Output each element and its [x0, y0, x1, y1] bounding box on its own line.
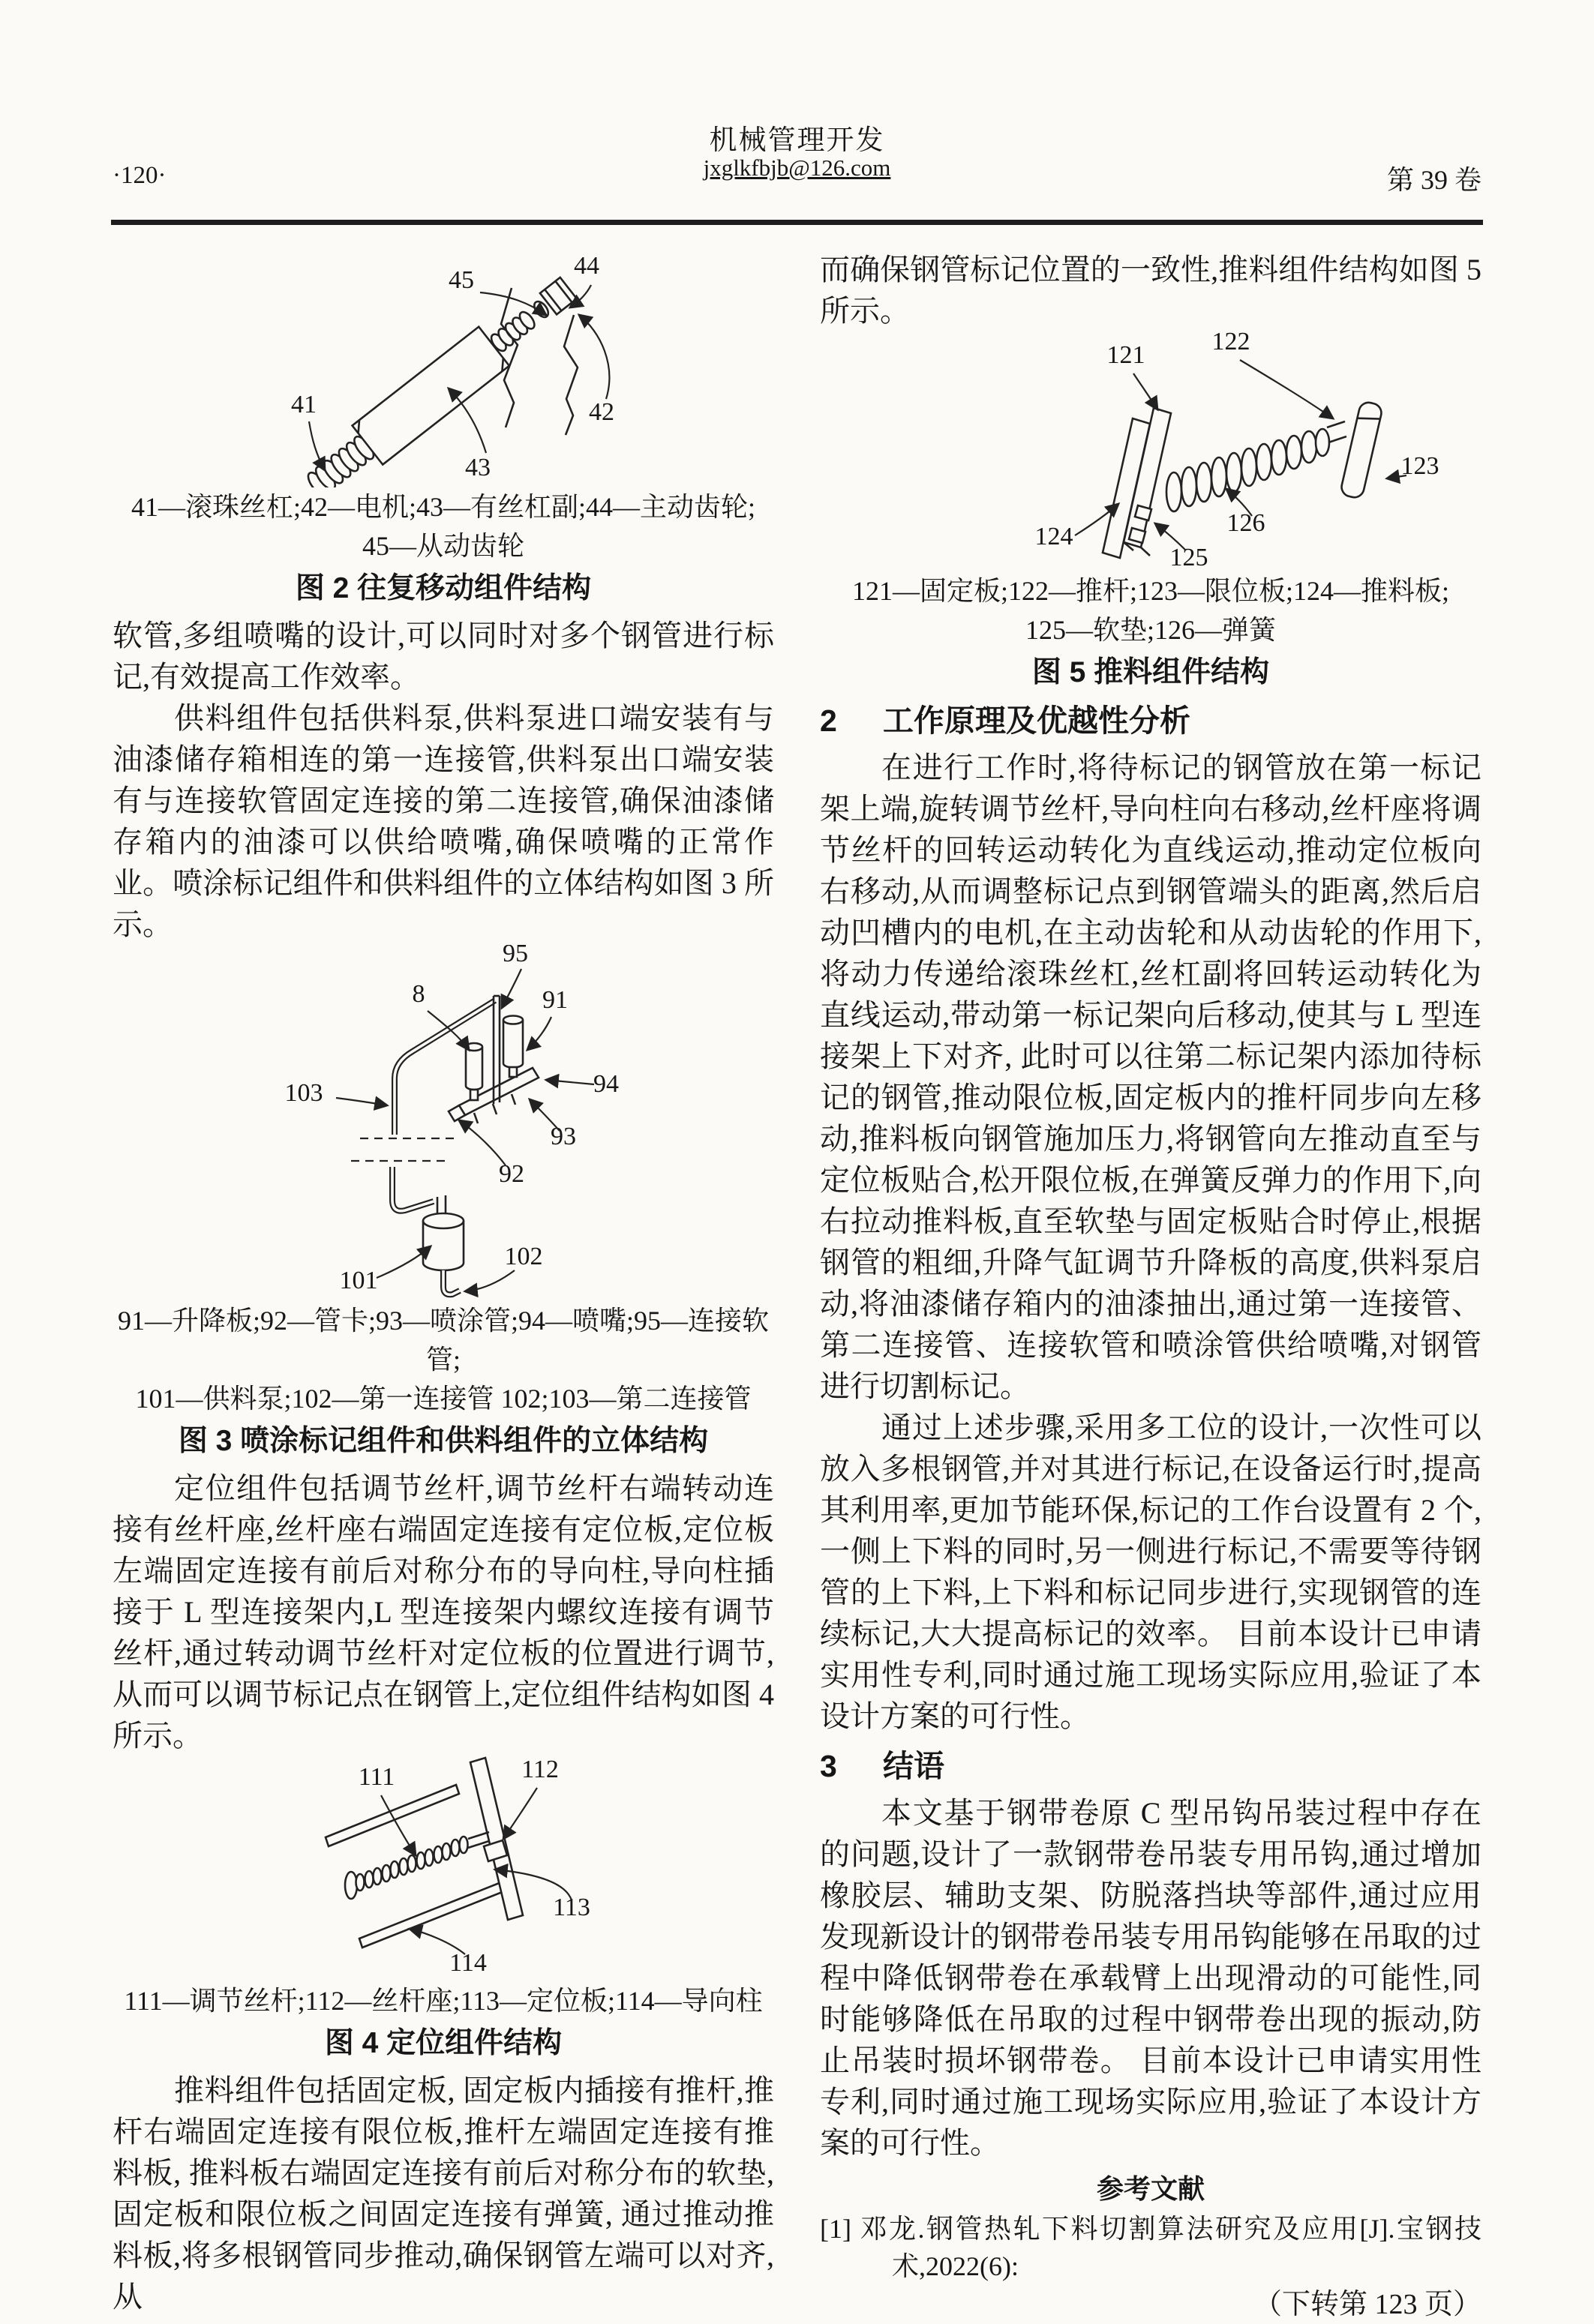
fig4-label-111: 111	[358, 1763, 395, 1791]
fig2-caption-line1: 41—滚珠丝杠;42—电机;43—有丝杠副;44—主动齿轮;	[131, 492, 755, 522]
paragraph-steps: 通过上述步骤,采用多工位的设计,一次性可以放入多根钢管,并对其进行标记,在设备运行时,提高其利用率,更加节能环保,标记的工作台设置有 2 个,一侧上下料的同时,另一侧进行标记,不需要等待钢管的上下料,上下料和标记同步进行,实现钢管的连续标记,大大提高标记的效率。 目前本设计已申请实用性专利,同时通过施工现场实际应用,验证了本设计方案的可行性。	[820, 1411, 1481, 1733]
figure-5-drawing	[820, 331, 1481, 571]
section-2-number: 2	[820, 703, 837, 738]
fig2-label-42: 42	[589, 398, 614, 426]
fig5-label-122: 122	[1211, 331, 1250, 355]
fig3-title: 图 3 喷涂标记组件和供料组件的立体结构	[178, 1425, 709, 1457]
section-3-title: 结语	[883, 1749, 944, 1783]
fig3-label-93: 93	[551, 1123, 576, 1150]
paragraph-supply: 供料组件包括供料泵,供料泵进口端安装有与油漆储存箱相连的第一连接管,供料泵出口端安装有与连接软管固定连接的第二连接管,确保油漆储存箱内的油漆可以供给喷嘴,确保喷嘴的正常作业。喷涂标记组件和供料组件的立体结构如图 3 所示。	[113, 701, 774, 941]
fig3-label-95: 95	[503, 945, 528, 967]
fig4-label-114: 114	[449, 1949, 487, 1977]
fig3-label-102: 102	[504, 1243, 543, 1270]
figure-3-drawing	[113, 945, 774, 1301]
fig2-label-43: 43	[465, 454, 491, 481]
fig5-label-121: 121	[1106, 341, 1145, 369]
fig5-label-123: 123	[1400, 452, 1439, 480]
fig3-label-101: 101	[339, 1267, 378, 1294]
fig5-label-125: 125	[1169, 544, 1208, 571]
fig2-caption-line2: 45—从动齿轮	[362, 531, 524, 561]
fig5-caption-line1: 121—固定板;122—推杆;123—限位板;124—推料板;	[851, 576, 1449, 606]
section-2-title: 工作原理及优越性分析	[883, 703, 1190, 738]
fig4-caption-line1: 111—调节丝杆;112—丝杆座;113—定位板;114—导向柱	[124, 1986, 763, 2016]
fig5-label-126: 126	[1226, 509, 1265, 537]
fig2-label-44: 44	[574, 252, 599, 280]
journal-title: 机械管理开发	[709, 125, 885, 156]
paragraph-hose: 软管,多组喷嘴的设计,可以同时对多个钢管进行标记,有效提高工作效率。	[113, 619, 774, 694]
fig4-label-112: 112	[521, 1756, 559, 1783]
fig3-label-103: 103	[284, 1079, 323, 1107]
fig5-title: 图 5 推料组件结构	[1031, 656, 1270, 688]
fig2-label-41: 41	[291, 391, 317, 418]
paragraph-continuation: 而确保钢管标记位置的一致性,推料组件结构如图 5 所示。	[820, 253, 1481, 328]
fig4-title: 图 4 定位组件结构	[324, 2027, 563, 2059]
reference-item-1: [1] 邓龙.钢管热轧下料切割算法研究及应用[J].宝钢技术,2022(6):	[820, 2214, 1481, 2281]
fig3-label-8: 8	[412, 980, 425, 1008]
figure-4-drawing	[113, 1756, 774, 1981]
fig5-caption-line2: 125—软垫;126—弹簧	[1025, 615, 1276, 645]
paragraph-position: 定位组件包括调节丝杆,调节丝杆右端转动连接有丝杆座,丝杆座右端固定连接有定位板,定位板左端固定连接有前后对称分布的导向柱,导向柱插接于 L 型连接架内,L 型连接架内螺纹连接有调节丝杆,通过转动调节丝杆对定位板的位置进行调节,从而可以调节标记点在钢管上,定位组件结构如图 4 所示。	[113, 1471, 774, 1753]
figure-2-drawing	[113, 249, 774, 487]
paragraph-conclusion: 本文基于钢带卷原 C 型吊钩吊装过程中存在的问题,设计了一款钢带卷吊装专用吊钩,通过增加橡胶层、辅助支架、防脱落挡块等部件,通过应用发现新设计的钢带卷吊装专用吊钩能够在吊取的过程中降低钢带卷在承载臂上出现滑动的可能性,同时能够降低在吊取的过程中钢带卷出现的振动,防止吊装时损坏钢带卷。 目前本设计已申请实用性专利,同时通过施工现场实际应用,验证了本设计方案的可行性。	[820, 1796, 1481, 2160]
fig3-label-92: 92	[499, 1160, 524, 1188]
fig3-caption-line2: 101—供料泵;102—第一连接管 102;103—第二连接管	[135, 1384, 752, 1414]
fig3-label-94: 94	[593, 1070, 619, 1098]
paragraph-working-principle: 在进行工作时,将待标记的钢管放在第一标记架上端,旋转调节丝杆,导向柱向右移动,丝杆座将调节丝杆的回转运动转化为直线运动,推动定位板向右移动,从而调整标记点到钢管端头的距离,然后启动凹槽内的电机,在主动齿轮和从动齿轮的作用下,将动力传递给滚珠丝杠,丝杠副将回转运动转化为直线运动,带动第一标记架向后移动,使其与 L 型连接架上下对齐, 此时可以往第二标记架内添加待标记的钢管,推动限位板,固定板内的推杆同步向左移动,推料板向钢管施加压力,将钢管向左推动直至与定位板贴合,松开限位板,在弹簧反弹力的作用下,向右拉动推料板,直至软垫与固定板贴合时停止,根据钢管的粗细,升降气缸调节升降板的高度,供料泵启动,将油漆储存箱内的油漆抽出,通过第一连接管、第二连接管、连接软管和喷涂管供给喷嘴,对钢管进行切割标记。	[820, 751, 1481, 1403]
left-column	[113, 249, 774, 2317]
fig3-caption-line1: 91—升降板;92—管卡;93—喷涂管;94—喷嘴;95—连接软管;	[117, 1306, 769, 1375]
continued-on-page-note: （下转第 123 页）	[1253, 2289, 1481, 2320]
header-rule	[111, 220, 1483, 225]
right-column	[820, 249, 1481, 2324]
volume-number: 第 39 卷	[1386, 165, 1481, 195]
fig4-label-113: 113	[553, 1894, 590, 1921]
paragraph-push: 推料组件包括固定板, 固定板内插接有推杆,推杆右端固定连接有限位板,推杆左端固定连接有推料板, 推料板右端固定连接有前后对称分布的软垫,固定板和限位板之间固定连接有弹簧, 通过推动推料板,将多根钢管同步推动,确保钢管左端可以对齐,从	[113, 2074, 774, 2314]
fig2-label-45: 45	[449, 266, 474, 294]
section-2-heading	[820, 702, 1481, 739]
section-3-heading	[820, 1747, 1481, 1785]
section-3-number: 3	[820, 1749, 837, 1783]
fig3-label-91: 91	[542, 986, 568, 1014]
journal-email: jxglkfbjb@126.com	[703, 154, 891, 181]
fig5-label-124: 124	[1034, 523, 1073, 550]
fig2-title: 图 2 往复移动组件结构	[295, 572, 592, 604]
references-heading: 参考文献	[1096, 2173, 1205, 2204]
page-number: ·120·	[113, 162, 167, 189]
